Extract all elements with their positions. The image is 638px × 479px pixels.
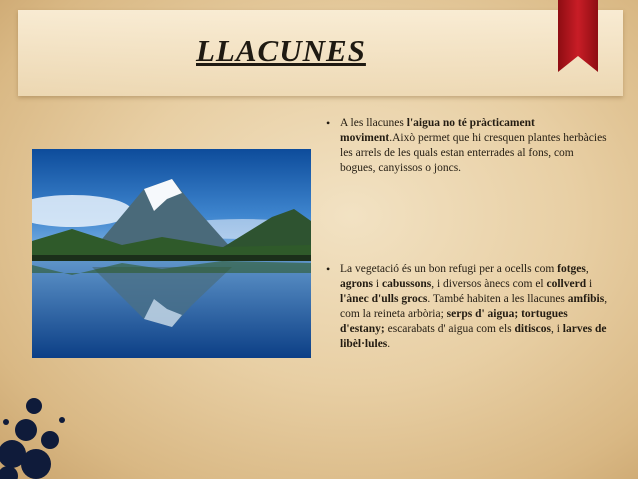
bold-text: collverd — [546, 278, 587, 290]
bullet-item-2 — [326, 262, 608, 352]
bullet-list — [326, 116, 608, 176]
text-run: , — [585, 263, 589, 275]
bold-text: larves de libèl·lules — [340, 323, 607, 350]
text-run: i — [586, 278, 593, 290]
mountain-lake-photo — [32, 149, 311, 358]
text-run: .Això permet que hi cresquen plantes herbàcies les arrels de les quals estan enterrades al fons, com bogues, canyissos o joncs. — [340, 132, 607, 174]
bullet-item-1 — [326, 116, 608, 176]
bullet-dot: • — [326, 116, 331, 130]
bold-text: l'ànec d'ulls grocs — [340, 293, 428, 305]
bullet-text-2 — [340, 263, 607, 350]
text-run: A les llacunes — [340, 117, 407, 129]
bold-text: serps d' aigua; tortugues d'estany; — [340, 308, 568, 335]
text-run: . — [387, 338, 391, 350]
bold-text: cabussons — [381, 278, 432, 290]
text-run: escarabats d' aigua com els — [384, 323, 515, 335]
slide-title: LLACUNES — [196, 33, 366, 68]
bullet-text-1 — [340, 117, 607, 174]
text-run: La vegetació és un bon refugi per a ocells com — [340, 263, 558, 275]
bullet-dot: • — [326, 262, 331, 276]
text-run: , i diversos ànecs com el — [431, 278, 547, 290]
bullet-list-second — [326, 262, 608, 352]
text-run: , i — [550, 323, 563, 335]
text-run: , com la reineta arbòria; — [340, 293, 608, 320]
ink-splatter-decoration — [0, 392, 80, 479]
bold-text: agrons — [340, 278, 374, 290]
bookmark-ribbon-icon — [558, 0, 598, 72]
bold-text: amfibis — [567, 293, 605, 305]
text-run: i — [373, 278, 382, 290]
text-run: . També habiten a les llacunes — [427, 293, 568, 305]
bold-text: ditiscos — [514, 323, 551, 335]
bold-text: fotges — [557, 263, 586, 275]
bold-text: l'aigua no té pràcticament moviment — [340, 117, 535, 144]
